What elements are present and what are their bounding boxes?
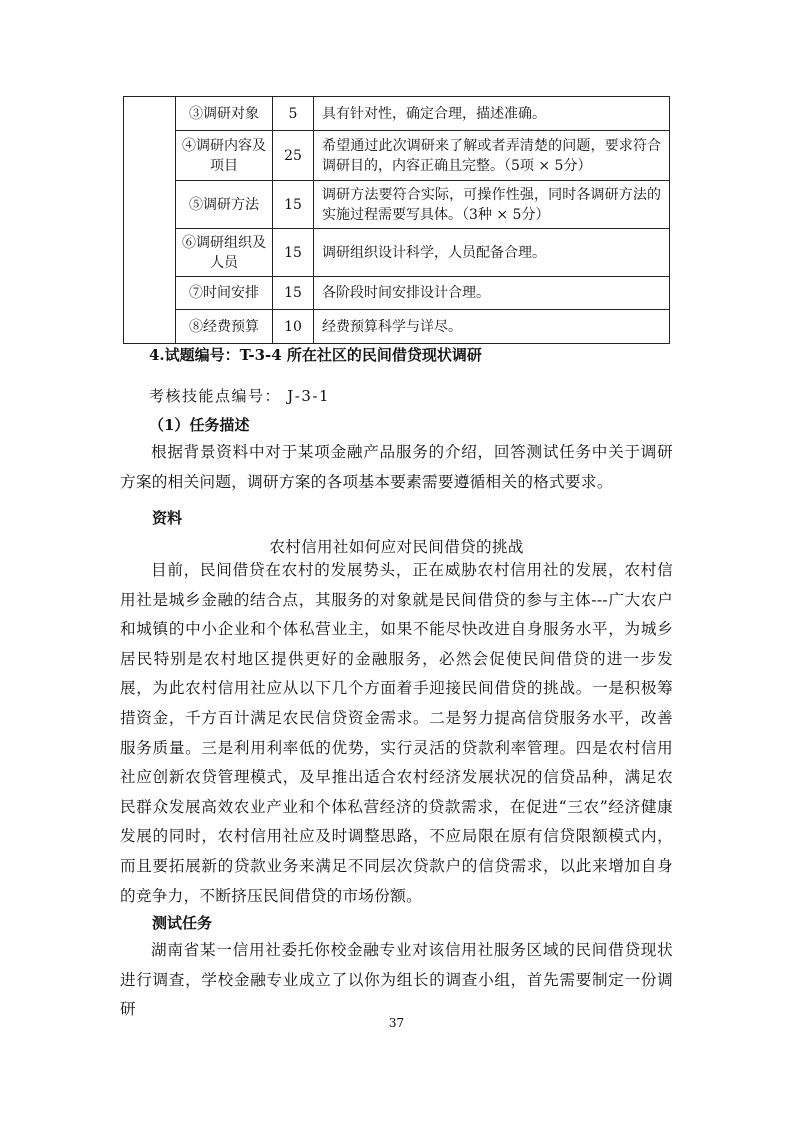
material-heading: 资料 <box>152 509 183 527</box>
table-cell-item: ⑥调研组织及人员 <box>176 229 273 277</box>
page-number: 37 <box>388 1016 405 1030</box>
table-cell-item: ④调研内容及项目 <box>176 131 273 181</box>
task-paragraph: 根据背景资料中对于某项金融产品服务的介绍，回答测试任务中关于调研方案的相关问题，调研方案的各项基本要素需要遵循相关的格式要求。 <box>120 443 673 491</box>
table-cell-score: 5 <box>273 97 314 131</box>
table-cell-score: 15 <box>273 229 314 277</box>
table-row <box>124 97 670 131</box>
table-cell-desc: 经费预算科学与详尽。 <box>314 310 670 344</box>
table-row <box>124 131 670 181</box>
scoring-table <box>123 96 670 344</box>
table-cell-desc: 希望通过此次调研来了解或者弄清楚的问题，要求符合调研目的，内容正确且完整。（5项 × 5分） <box>314 131 670 181</box>
material-paragraph: 目前，民间借贷在农村的发展势头，正在威胁农村信用社的发展，农村信用社是城乡金融的结合点，其服务的对象就是民间借贷的参与主体---广大农户和城镇的中小企业和个体私营业主，如果不能尽快改进自身服务水平，为城乡居民特别是农村地区提供更好的金融服务，必然会促使民间借贷的进一步发展，为此农村信用社应从以下几个方面着手迎接民间借贷的挑战。一是积极筹措资金，千方百计满足农民信贷资金需求。二是努力提高信贷服务水平，改善服务质量。三是利用利率低的优势，实行灵活的贷款利率管理。四是农村信用社应创新农贷管理模式，及早推出适合农村经济发展状况的信贷品种，满足农民群众发展高效农业产业和个体私营经济的贷款需求，在促进“三农”经济健康发展的同时，农村信用社应及时调整思路，不应局限在原有信贷限额模式内，而且要拓展新的贷款业务来满足不同层次贷款户的信贷需求，以此来增加自身的竞争力，不断挤压民间借贷的市场份额。 <box>120 561 673 905</box>
table-row <box>124 181 670 229</box>
table-cell-desc: 调研组织设计科学，人员配备合理。 <box>314 229 670 277</box>
table-row <box>124 229 670 277</box>
table-row <box>124 310 670 344</box>
table-cell-desc: 具有针对性，确定合理，描述准确。 <box>314 97 670 131</box>
table-cell-desc: 调研方法要符合实际，可操作性强，同时各调研方法的实施过程需要写具体。（3种 × 5分） <box>314 181 670 229</box>
table-cell-item: ③调研对象 <box>176 97 273 131</box>
table-row <box>124 277 670 310</box>
table-cell-item: ⑧经费预算 <box>176 310 273 344</box>
task-heading: （1）任务描述 <box>149 416 250 434</box>
skill-code: 考核技能点编号： J-3-1 <box>149 387 331 405</box>
test-paragraph: 湖南省某一信用社委托你校金融专业对该信用社服务区域的民间借贷现状进行调查，学校金融专业成立了以你为组长的调查小组，首先需要制定一份调研 <box>120 941 673 1019</box>
table-cell-item: ⑤调研方法 <box>176 181 273 229</box>
table-cell-score: 10 <box>273 310 314 344</box>
table-cell-desc: 各阶段时间安排设计合理。 <box>314 277 670 310</box>
table-cell-score: 25 <box>273 131 314 181</box>
test-heading: 测试任务 <box>152 914 213 932</box>
material-title: 农村信用社如何应对民间借贷的挑战 <box>269 538 524 556</box>
table-cell-blank <box>124 97 176 344</box>
section-heading: 4.试题编号：T-3-4 所在社区的民间借贷现状调研 <box>149 346 482 364</box>
table-cell-score: 15 <box>273 277 314 310</box>
table-cell-score: 15 <box>273 181 314 229</box>
table-cell-item: ⑦时间安排 <box>176 277 273 310</box>
